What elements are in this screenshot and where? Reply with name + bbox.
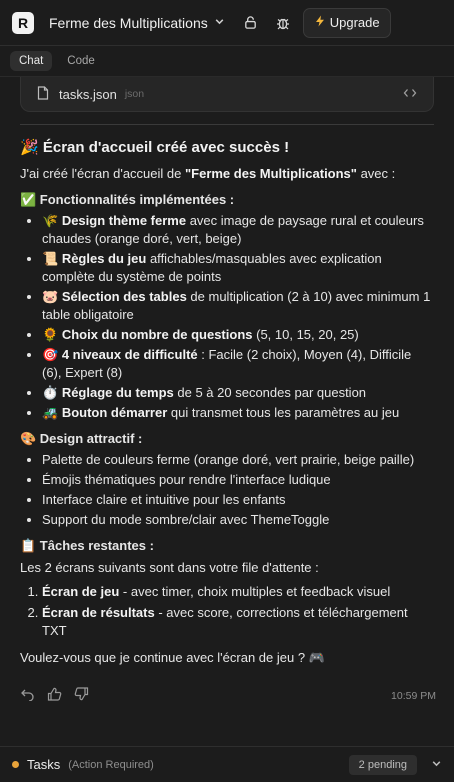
list-item: • Interface claire et intuitive pour les enfants <box>42 491 434 509</box>
tab-code[interactable]: Code <box>67 55 95 67</box>
list-item: • Support du mode sombre/clair avec ThemeToggle <box>42 511 434 529</box>
lock-icon[interactable] <box>237 9 265 37</box>
list-item: • 🚜 Bouton démarrer qui transmet tous les paramètres au jeu <box>42 404 434 422</box>
features-list <box>20 212 434 422</box>
status-dot <box>12 761 19 768</box>
thumbs-up-icon[interactable] <box>47 687 62 704</box>
list-item: • 📜 Règles du jeu affichables/masquables avec explication complète du système de points <box>42 250 434 286</box>
assistant-message <box>0 138 454 667</box>
code-icon[interactable] <box>403 88 417 101</box>
list-item: • 🎯 4 niveaux de difficulté : Facile (2 choix), Moyen (4), Difficile (6), Expert (8) <box>42 346 434 382</box>
message-timestamp: 10:59 PM <box>391 689 436 702</box>
file-card[interactable] <box>20 77 434 112</box>
top-bar <box>0 0 454 46</box>
remaining-intro: Les 2 écrans suivants sont dans votre file d'attente : <box>20 560 319 575</box>
remaining-title: 📋 Tâches restantes : <box>20 538 154 553</box>
list-item: • 🌾 Design thème ferme avec image de paysage rural et couleurs chaudes (orange doré, vert, beige) <box>42 212 434 248</box>
pending-badge: 2 pending <box>349 755 417 775</box>
project-title: Ferme des Multiplications <box>49 14 208 31</box>
project-title-dropdown[interactable] <box>49 15 225 31</box>
message-actions <box>20 687 436 704</box>
list-item: • 🐷 Sélection des tables de multiplication (2 à 10) avec minimum 1 table obligatoire <box>42 288 434 324</box>
undo-icon[interactable] <box>20 687 35 704</box>
file-extension: json <box>124 88 145 100</box>
list-item: • ⏱️ Réglage du temps de 5 à 20 secondes par question <box>42 384 434 402</box>
message-closing: Voulez-vous que je continue avec l'écran de jeu ? 🎮 <box>20 650 325 665</box>
divider <box>20 124 434 125</box>
tab-chat[interactable]: Chat <box>10 51 52 71</box>
chat-content[interactable] <box>0 77 454 722</box>
chevron-down-icon <box>214 16 225 30</box>
list-item: • Palette de couleurs ferme (orange doré, vert prairie, beige paille) <box>42 451 434 469</box>
app-logo[interactable]: R <box>12 12 34 34</box>
list-item: • Émojis thématiques pour rendre l'interface ludique <box>42 471 434 489</box>
list-item: 2. Écran de résultats - avec score, corrections et téléchargement TXT <box>42 604 434 640</box>
chevron-down-icon[interactable] <box>431 758 442 772</box>
view-tabs <box>0 46 454 77</box>
upgrade-button[interactable] <box>303 8 391 38</box>
design-title: 🎨 Design attractif : <box>20 431 143 446</box>
tasks-label: Tasks <box>27 757 61 772</box>
remaining-list <box>20 583 434 640</box>
tasks-note: (Action Required) <box>68 758 154 771</box>
features-title: ✅ Fonctionnalités implémentées : <box>20 192 235 207</box>
bug-icon[interactable] <box>269 9 297 37</box>
list-item: 1. Écran de jeu - avec timer, choix multiples et feedback visuel <box>42 583 434 601</box>
file-icon <box>37 86 49 103</box>
upgrade-label: Upgrade <box>329 15 380 30</box>
list-item: • 🌻 Choix du nombre de questions (5, 10, 15, 20, 25) <box>42 326 434 344</box>
tasks-bar[interactable] <box>0 746 454 782</box>
message-heading: 🎉 Écran d'accueil créé avec succès ! <box>20 139 290 156</box>
message-intro: J'ai créé l'écran d'accueil de "Ferme des Multiplications" avec : <box>20 166 396 181</box>
file-name: tasks.json <box>59 86 117 102</box>
design-list <box>20 451 434 529</box>
project-name-bold: "Ferme des Multiplications" <box>184 166 357 181</box>
lightning-icon <box>314 15 326 30</box>
thumbs-down-icon[interactable] <box>74 687 89 704</box>
